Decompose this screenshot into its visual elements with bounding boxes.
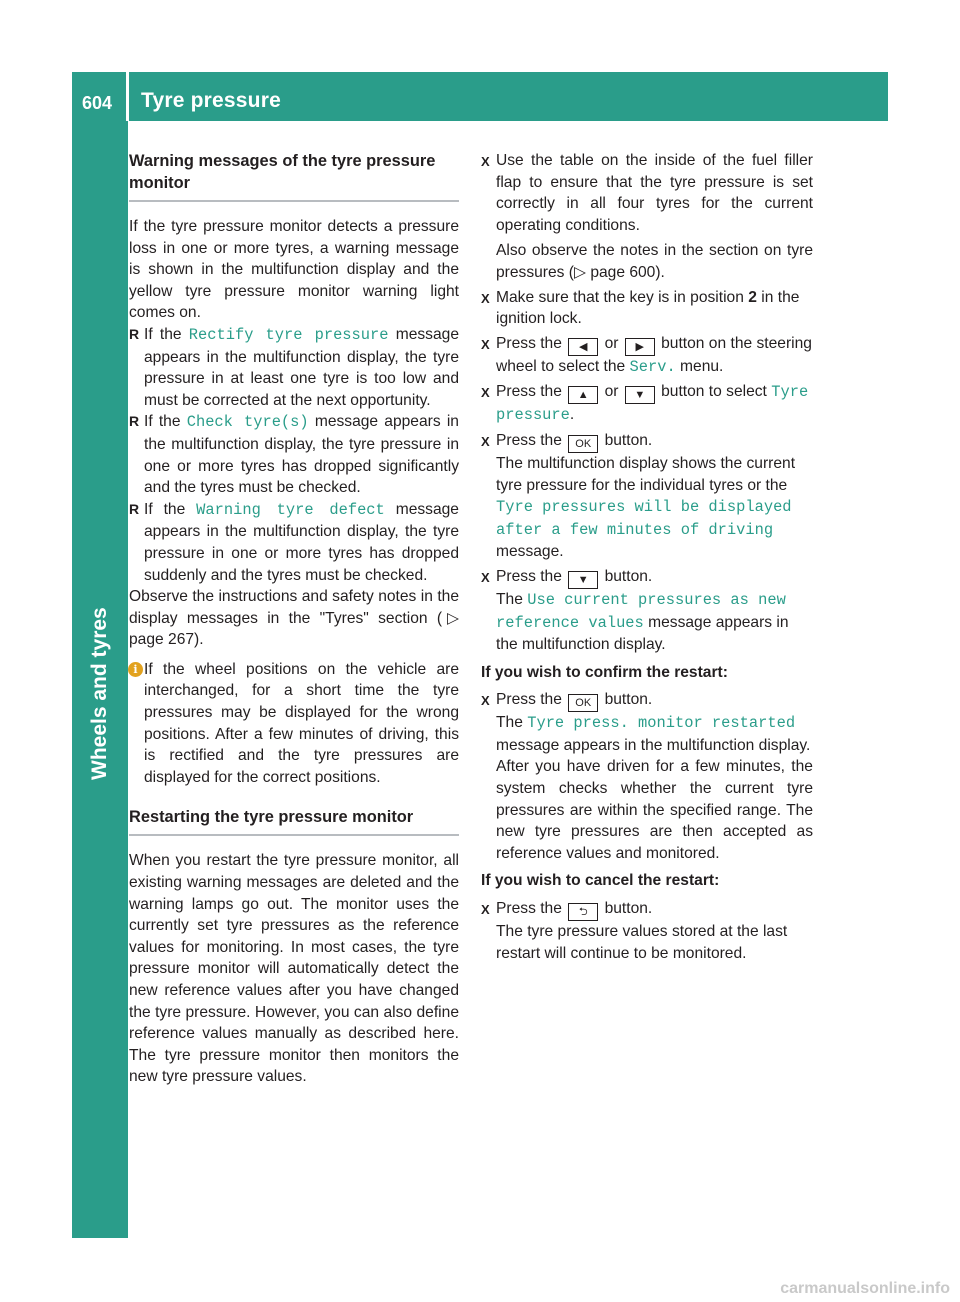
step-arrow-icon: X <box>481 385 490 401</box>
step-item: X Press the OK button. The multifunction display shows the current tyre pressure for the individual tyres or the Tyre pressures will be displayed after a few minutes of driving message. <box>481 431 796 561</box>
step-item: X Make sure that the key is in position 2 in the ignition lock. <box>481 288 800 328</box>
step-item: X Use the table on the inside of the fuel filler flap to ensure that the tyre pressure is set correctly in all four tyres for the current operating conditions. Also observe the notes in the section on tyre pressures (▷ page 600). <box>481 152 813 281</box>
step-item: X Press the ◀ or ▶ button on the steering wheel to select the Serv. menu. <box>481 334 812 376</box>
step-arrow-icon: X <box>481 290 490 306</box>
ok-key-icon: OK <box>568 694 598 712</box>
side-label <box>88 607 118 810</box>
step-arrow-icon: X <box>481 154 490 169</box>
display-message: Tyre pressures will be displayed after a few minutes of driving <box>496 498 792 539</box>
info-note <box>129 659 459 789</box>
cancel-subheading: If you wish to cancel the restart: <box>481 872 720 890</box>
section-title-restarting: Restarting the tyre pressure monitor <box>129 806 459 836</box>
observe-paragraph: Observe the instructions and safety notes in the display messages in the "Tyres" section (▷ page 267). <box>129 588 459 649</box>
up-arrow-key-icon: ▲ <box>568 386 598 404</box>
intro-paragraph: If the tyre pressure monitor detects a pressure loss in one or more tyres, a warning message is shown in the multifunction display and the yellow tyre pressure monitor warning light comes on. <box>129 218 459 322</box>
display-message: Check tyre(s) <box>186 413 309 432</box>
display-message: Tyre pressure <box>496 383 809 425</box>
step-arrow-icon: X <box>481 569 490 585</box>
step-arrow-icon: X <box>481 433 490 449</box>
right-column <box>481 150 813 967</box>
display-message: Tyre press. monitor restarted <box>527 714 796 733</box>
page-title: Tyre pressure <box>141 89 281 112</box>
info-icon: i <box>128 662 143 677</box>
page-number: 604 <box>82 93 113 113</box>
step-item: X Press the OK button. The Tyre press. monitor restarted message appears in the multifunction display. After you have driven for a few minutes, the system checks whether the current tyre pressures are within the specified range. The new tyre pressures are then accepted as reference values and monitored. <box>481 691 813 862</box>
bullet-icon: R <box>129 325 140 342</box>
info-note-text: If the wheel positions on the vehicle are interchanged, for a short time the tyre pressures may be displayed for the wrong positions. After a few minutes of driving, this is rectified and the tyre pressures are displayed for the correct positions. <box>144 660 459 786</box>
display-message: Use current pressures as new reference values <box>496 590 786 632</box>
header-divider <box>126 72 129 121</box>
restart-paragraph: When you restart the tyre pressure monitor, all existing warning messages are deleted and the warning lamps go out. The monitor uses the currently set tyre pressures as the reference values for monitoring. In most cases, the tyre pressure monitor will automatically detect the new reference values after you have changed the tyre pressure. However, you can also define reference values manually as described here. The tyre pressure monitor then monitors the new tyre pressure values. <box>129 852 459 1086</box>
side-band <box>72 121 128 1021</box>
side-tab-block <box>72 1021 128 1238</box>
down-arrow-key-icon: ▼ <box>568 571 598 589</box>
display-message: Serv. <box>629 357 676 376</box>
right-arrow-key-icon: ▶ <box>625 338 655 356</box>
display-message: Rectify tyre pressure <box>188 325 389 344</box>
list-item: R If the Rectify tyre pressure message appears in the multifunction display, the tyre pressure in at least one tyre is too low and must be corrected at the next opportunity. <box>129 325 459 409</box>
step-arrow-icon: X <box>481 693 490 709</box>
left-arrow-key-icon: ◀ <box>568 338 598 356</box>
step-arrow-icon: X <box>481 902 490 918</box>
side-label-text: Wheels and tyres <box>88 607 111 780</box>
step-item: X Press the ▼ button. The Use current pressures as new reference values message appears in the multifunction display. <box>481 567 789 654</box>
section-title-warning-messages: Warning messages of the tyre pressure monitor <box>129 150 459 202</box>
step-arrow-icon: X <box>481 336 490 352</box>
step-item: X Press the ⮌ button. The tyre pressure values stored at the last restart will continue to be monitored. <box>481 900 788 962</box>
down-arrow-key-icon: ▼ <box>625 386 655 404</box>
back-key-icon: ⮌ <box>568 903 598 921</box>
bullet-icon: R <box>129 413 140 430</box>
confirm-subheading: If you wish to confirm the restart: <box>481 663 728 681</box>
left-column <box>129 150 459 1088</box>
watermark: carmanualsonline.info <box>780 1280 950 1297</box>
step-item: X Press the ▲ or ▼ button to select Tyre pressure. <box>481 383 809 425</box>
list-item: R If the Warning tyre defect message appears in the multifunction display, the tyre pressure in one or more tyres has dropped suddenly and the tyres must be checked. <box>129 500 459 584</box>
bullet-icon: R <box>129 500 140 517</box>
display-message: Warning tyre defect <box>196 500 385 519</box>
ok-key-icon: OK <box>568 435 598 453</box>
list-item: R If the Check tyre(s) message appears in the multifunction display, the tyre pressure in one or more tyres has dropped significantly and the tyres must be checked. <box>129 413 459 497</box>
